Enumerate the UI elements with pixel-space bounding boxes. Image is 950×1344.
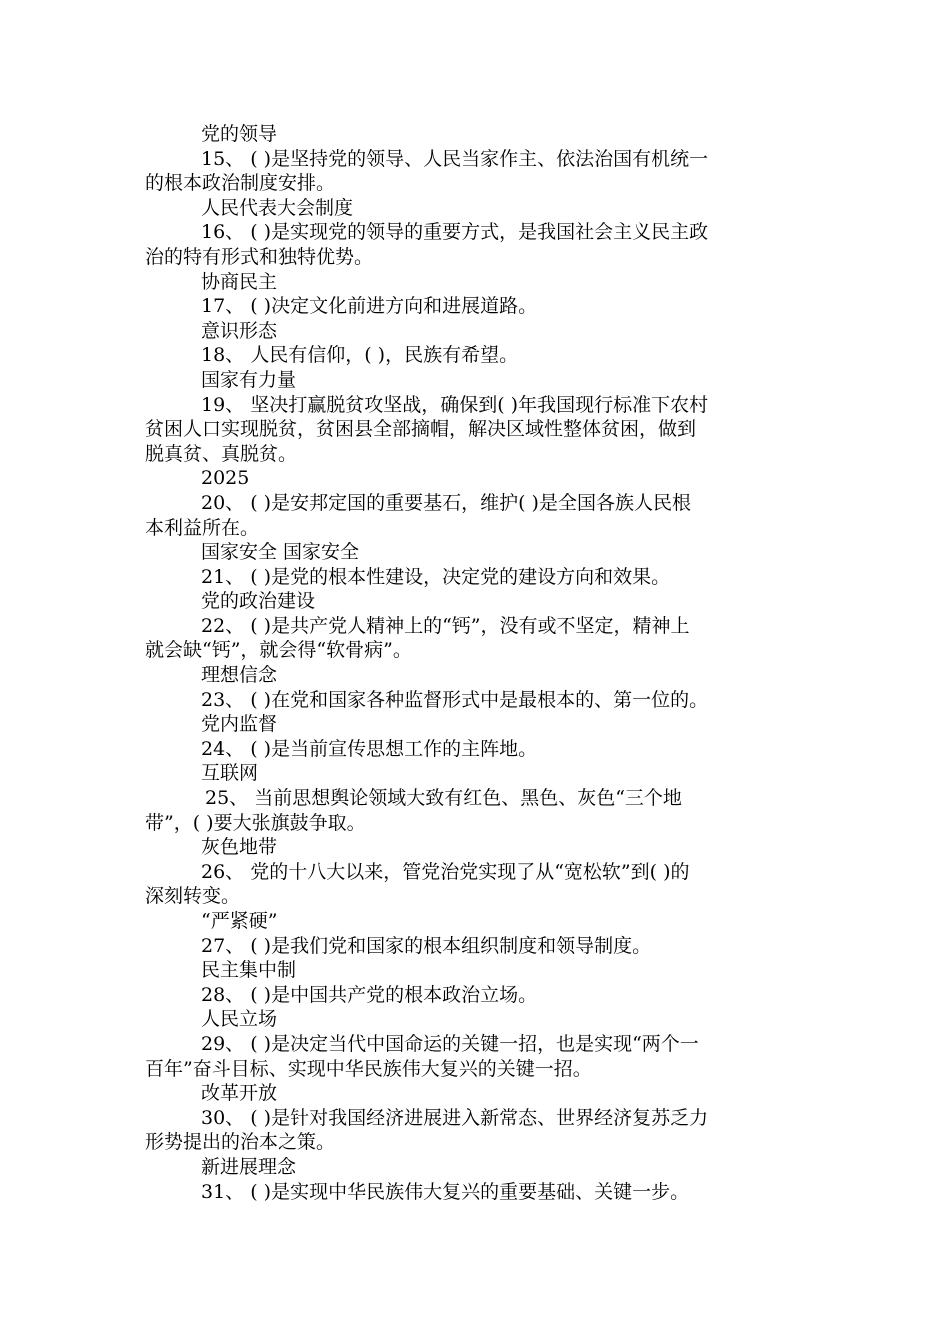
answer-line: 党内监督 [201, 713, 278, 736]
answer-line: 新进展理念 [201, 1155, 297, 1178]
question-line: 15、 ( )是坚持党的领导、人民当家作主、依法治国有机统一 [201, 147, 709, 170]
question-line: 21、 ( )是党的根本性建设，决定党的建设方向和效果。 [201, 565, 671, 588]
answer-line: 党的政治建设 [201, 590, 316, 613]
question-line: 18、 人民有信仰，( )，民族有希望。 [201, 344, 519, 367]
answer-line: 人民立场 [201, 1008, 278, 1031]
answer-line: “严紧硬” [201, 910, 278, 932]
question-line: 31、 ( )是实现中华民族伟大复兴的重要基础、关键一步。 [201, 1180, 690, 1203]
question-line: 22、 ( )是共产党人精神上的“钙”，没有或不坚定，精神上 [201, 614, 690, 637]
question-line: 26、 党的十八大以来，管党治党实现了从“宽松软”到( )的 [201, 860, 690, 883]
question-continuation: 就会缺“钙”，就会得“软骨病”。 [145, 639, 412, 662]
answer-line: 国家安全 国家安全 [201, 541, 360, 564]
answer-line: 国家有力量 [201, 368, 297, 391]
document-body [145, 122, 805, 1204]
question-continuation: 的根本政治制度安排。 [145, 172, 336, 195]
question-line: 29、 ( )是决定当代中国命运的关键一招，也是实现“两个一 [201, 1032, 699, 1055]
answer-line: 人民代表大会制度 [201, 196, 354, 219]
question-continuation: 脱真贫、真脱贫。 [145, 442, 298, 465]
answer-line: 党的领导 [201, 123, 278, 145]
answer-line: 民主集中制 [201, 959, 297, 982]
answer-line: 灰色地带 [201, 836, 278, 859]
question-line: 25、 当前思想舆论领域大致有红色、黑色、灰色“三个地 [205, 787, 682, 810]
answer-line: 2025 [201, 467, 250, 490]
question-line: 23、 ( )在党和国家各种监督形式中是最根本的、第一位的。 [201, 688, 709, 711]
answer-line: 理想信念 [201, 664, 278, 687]
question-continuation: 带”，( )要大张旗鼓争取。 [145, 811, 366, 834]
question-line: 28、 ( )是中国共产党的根本政治立场。 [201, 983, 538, 1006]
question-line: 20、 ( )是安邦定国的重要基石，维护( )是全国各族人民根 [201, 491, 691, 514]
question-continuation: 贫困人口实现脱贫，贫困县全部摘帽，解决区域性整体贫困，做到 [145, 418, 697, 441]
question-line: 30、 ( )是针对我国经济进展进入新常态、世界经济复苏乏力 [201, 1106, 709, 1129]
answer-line: 协商民主 [201, 270, 278, 293]
answer-line: 改革开放 [201, 1082, 278, 1105]
question-line: 19、 坚决打赢脱贫攻坚战，确保到( )年我国现行标准下农村 [201, 393, 709, 416]
question-line: 27、 ( )是我们党和国家的根本组织制度和领导制度。 [201, 934, 652, 957]
question-continuation: 深刻转变。 [145, 885, 241, 908]
answer-line: 意识形态 [201, 319, 278, 342]
question-line: 17、 ( )决定文化前进方向和进展道路。 [201, 295, 538, 318]
question-continuation: 形势提出的治本之策。 [145, 1131, 336, 1154]
question-line: 24、 ( )是当前宣传思想工作的主阵地。 [201, 737, 538, 760]
answer-line: 互联网 [201, 762, 259, 785]
question-continuation: 治的特有形式和独特优势。 [145, 245, 374, 268]
question-line: 16、 ( )是实现党的领导的重要方式，是我国社会主义民主政 [201, 221, 709, 244]
question-continuation: 本利益所在。 [145, 516, 260, 539]
question-continuation: 百年”奋斗目标、实现中华民族伟大复兴的关键一招。 [145, 1057, 592, 1080]
